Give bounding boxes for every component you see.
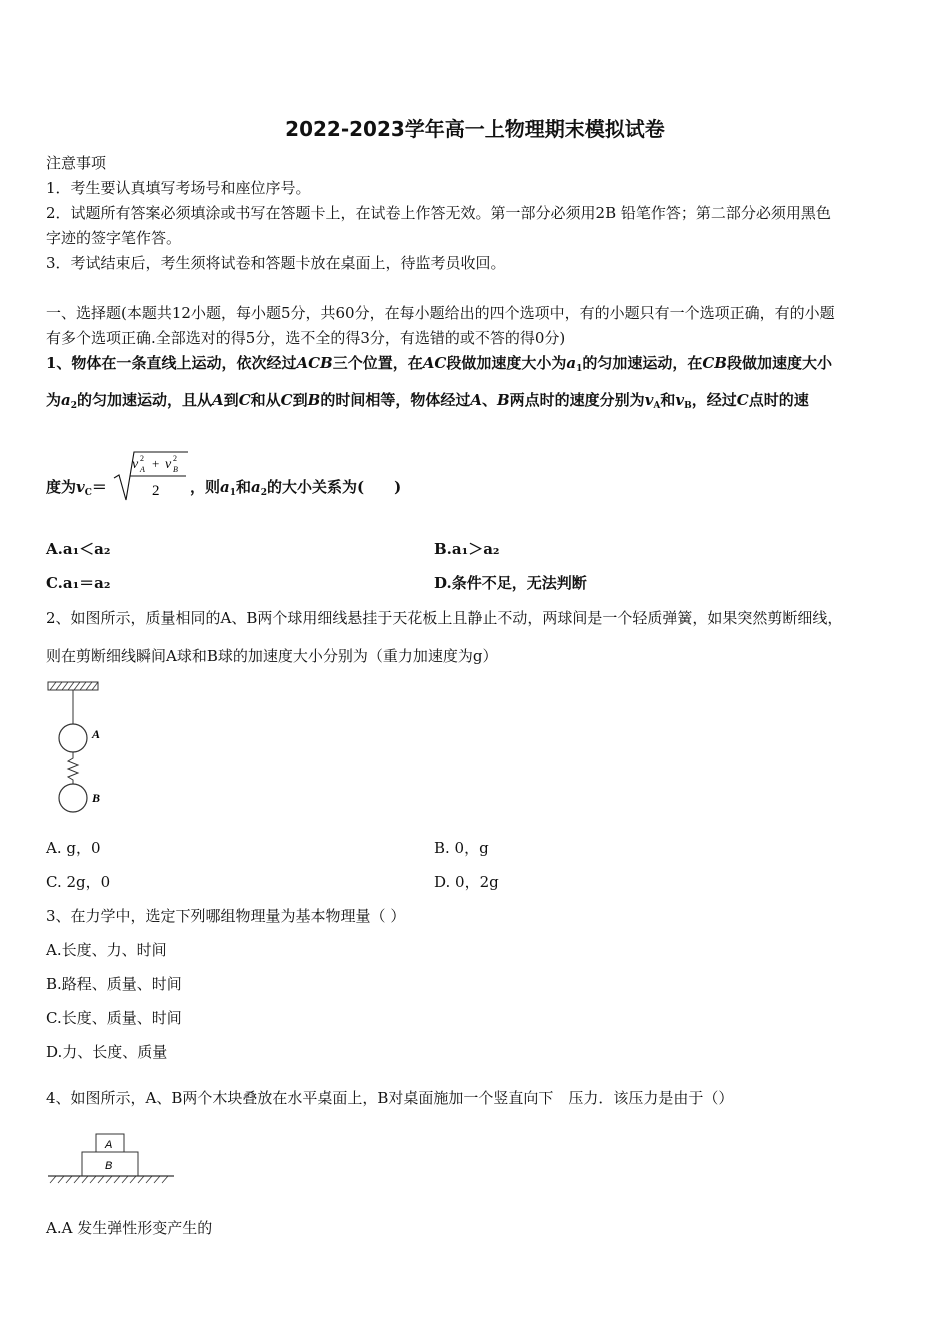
frac-sq2: 2 [173,454,177,463]
q4-option-a[interactable]: A.A 发生弹性形变产生的 [46,1219,213,1237]
notice-item-2-cont: 字迹的签字笔作答。 [46,229,182,247]
q4-stem: 4、如图所示，A、B两个木块叠放在水平桌面上，B对桌面施加一个竖直向下 压力．该压力是由于（） [46,1089,734,1107]
q4-figure-blocks [46,1128,178,1190]
label-a: A [92,727,101,741]
page-title: 2022-2023学年高一上物理期末模拟试卷 [285,117,665,141]
q2-option-d[interactable]: D. 0，2g [434,873,499,891]
q2-figure-spring-balls [46,680,116,815]
block-b-label: B [105,1160,113,1172]
q1-stem-line3-start: 度为$v_C=$ [46,478,107,498]
frac-sub-a: A [140,465,145,474]
q2-option-c[interactable]: C. 2g，0 [46,873,111,891]
q1-formula-sqrt [112,448,190,504]
frac-v2: v [165,457,172,472]
table-hatching [50,1176,168,1183]
q1-option-a[interactable]: A.a₁＜a₂ [46,540,111,558]
q3-option-d[interactable]: D.力、长度、质量 [46,1043,168,1061]
q1-option-c[interactable]: C.a₁＝a₂ [46,574,111,592]
section1-instructions-line2: 有多个选项正确.全部选对的得5分，选不全的得3分，有选错的或不答的得0分) [46,329,566,347]
q1-stem-line1: 1、物体在一条直线上运动，依次经过ACB三个位置，在AC段做加速度大小为$a_1$的匀加速运动，在CB段做加速度大小 [46,354,832,374]
q1-stem-line3-end: ，则$a_1$和$a_2$的大小关系为( ) [190,478,402,498]
notice-item-2: 2．试题所有答案必须填涂或书写在答题卡上，在试卷上作答无效。第一部分必须用2B 铅笔作答；第二部分必须用黑色 [46,204,831,222]
frac-denominator: 2 [152,483,160,499]
q2-option-b[interactable]: B. 0，g [434,839,489,857]
q1-option-b[interactable]: B.a₁＞a₂ [434,540,500,558]
section1-instructions-line1: 一、选择题(本题共12小题，每小题5分，共60分，在每小题给出的四个选项中，有的小题只有一个选项正确，有的小题 [46,304,835,322]
frac-plus: + [152,456,160,471]
notice-heading: 注意事项 [46,154,107,172]
q3-option-a[interactable]: A.长度、力、时间 [46,941,167,959]
q2-stem-line2: 则在剪断细线瞬间A球和B球的加速度大小分别为（重力加速度为g） [46,647,498,665]
q3-stem: 3、在力学中，选定下列哪组物理量为基本物理量（ ） [46,907,406,925]
notice-item-3: 3．考试结束后，考生须将试卷和答题卡放在桌面上，待监考员收回。 [46,254,506,272]
frac-sq1: 2 [140,454,144,463]
frac-sub-b: B [173,465,178,474]
q1-stem-line2: 为$a_2$的匀加速运动，且从A到C和从C到B的时间相等，物体经过A、B两点时的速度分别为$v_A$和$v_B$，经过C点时的速 [46,391,809,411]
q3-option-c[interactable]: C.长度、质量、时间 [46,1009,182,1027]
spring [68,752,78,784]
q3-option-b[interactable]: B.路程、质量、时间 [46,975,182,993]
ball-a [59,724,87,752]
label-b: B [92,791,101,805]
block-a-label: A [105,1139,113,1151]
frac-v1: v [132,457,139,472]
notice-item-1: 1．考生要认真填写考场号和座位序号。 [46,179,311,197]
q1-option-d[interactable]: D.条件不足，无法判断 [434,574,587,592]
ball-b [59,784,87,812]
q2-stem-line1: 2、如图所示，质量相同的A、B两个球用细线悬挂于天花板上且静止不动，两球间是一个轻质弹簧，如果突然剪断细线， [46,609,843,627]
q2-option-a[interactable]: A. g，0 [46,839,101,857]
